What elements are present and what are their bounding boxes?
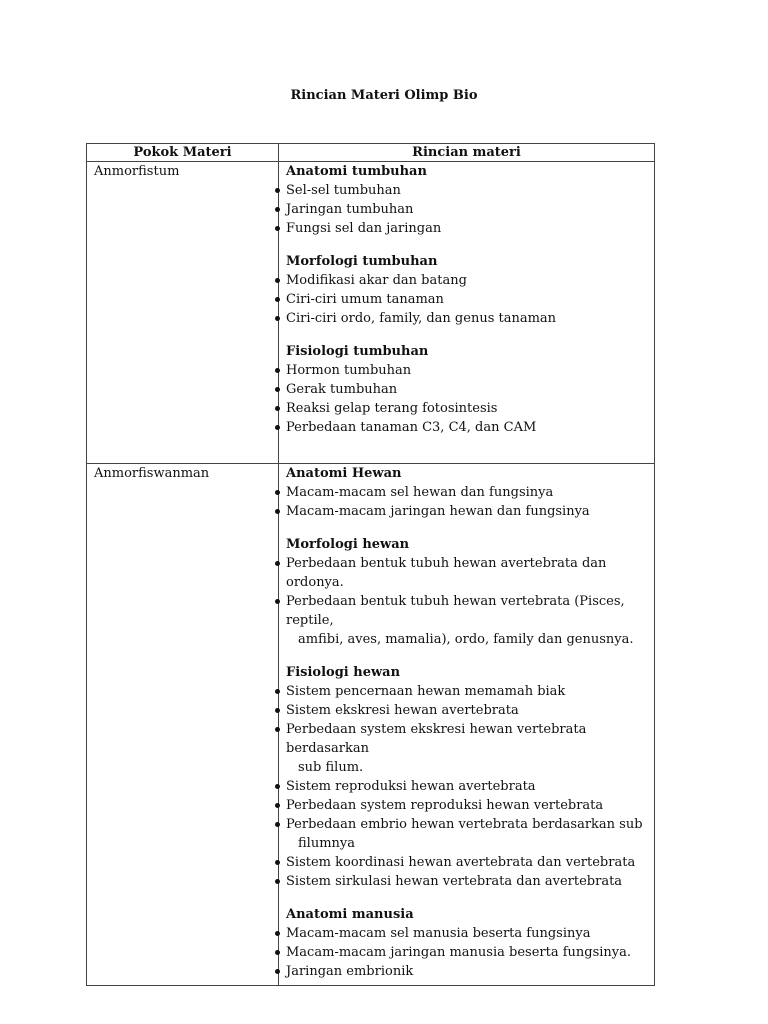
topic-heading: Anatomi manusia [286, 907, 414, 922]
pokok-materi-cell: Anmorfiswanman [87, 464, 279, 986]
bullet-icon [275, 599, 280, 604]
list-item [279, 418, 654, 437]
topic-section [279, 664, 654, 891]
bullet-icon [275, 969, 280, 974]
topic-heading: Morfologi tumbuhan [286, 254, 438, 269]
rincian-materi-cell [279, 464, 655, 986]
table-header-row [87, 144, 655, 162]
list-item [279, 924, 654, 943]
topic-section [279, 163, 654, 238]
list-item [279, 962, 654, 981]
list-item [279, 701, 654, 720]
topic-heading: Fisiologi tumbuhan [286, 344, 429, 359]
bullet-icon [275, 509, 280, 514]
list-item [279, 483, 654, 502]
topic-heading: Morfologi hewan [286, 537, 410, 552]
list-item-text: Fungsi sel dan jaringan [286, 221, 442, 236]
list-item-text: Perbedaan system reproduksi hewan vertebrata [286, 798, 604, 813]
list-item-text: Jaringan embrionik [286, 964, 414, 979]
pokok-materi-cell: Anmorfistum [87, 162, 279, 464]
list-item-text: Perbedaan embrio hewan vertebrata berdasarkan sub [286, 817, 643, 832]
list-item [279, 853, 654, 872]
list-item [279, 380, 654, 399]
list-item [279, 399, 654, 418]
topic-list [279, 924, 654, 981]
list-item [279, 271, 654, 290]
bullet-icon [275, 368, 280, 373]
list-item-text: Macam-macam jaringan manusia beserta fungsinya. [286, 945, 632, 960]
bullet-icon [275, 708, 280, 713]
topic-heading: Fisiologi hewan [286, 665, 401, 680]
bullet-icon [275, 297, 280, 302]
table-row [87, 464, 655, 986]
table-row [87, 162, 655, 464]
bullet-icon [275, 425, 280, 430]
list-item [279, 682, 654, 701]
list-item-text: Sel-sel tumbuhan [286, 183, 401, 198]
list-item-text: Jaringan tumbuhan [286, 202, 414, 217]
list-item-text: Sistem sirkulasi hewan vertebrata dan avertebrata [286, 874, 623, 889]
bullet-icon [275, 727, 280, 732]
list-item [279, 219, 654, 238]
topic-section [279, 465, 654, 521]
topic-section [279, 343, 654, 437]
topic-list [279, 361, 654, 437]
topic-heading: Anatomi Hewan [286, 466, 402, 481]
list-item [279, 309, 654, 328]
bullet-icon [275, 803, 280, 808]
list-item-text: Ciri-ciri umum tanaman [286, 292, 444, 307]
list-item-text: Gerak tumbuhan [286, 382, 398, 397]
list-item-text: Ciri-ciri ordo, family, dan genus tanaman [286, 311, 557, 326]
bullet-icon [275, 316, 280, 321]
topic-list [279, 554, 654, 649]
bullet-icon [275, 387, 280, 392]
list-item-continuation: filumnya [298, 836, 355, 851]
bullet-icon [275, 784, 280, 789]
list-item-continuation: sub filum. [298, 760, 364, 775]
list-item [279, 554, 654, 592]
list-item-text: Sistem reproduksi hewan avertebrata [286, 779, 536, 794]
topic-section [279, 906, 654, 981]
list-item [279, 720, 654, 777]
topic-section [279, 536, 654, 649]
topic-list [279, 682, 654, 891]
bullet-icon [275, 561, 280, 566]
list-item [279, 777, 654, 796]
header-pokok-materi: Pokok Materi [87, 144, 279, 162]
list-item-text: Perbedaan bentuk tubuh hewan vertebrata (Pisces, reptile, [286, 594, 625, 628]
topic-list [279, 483, 654, 521]
list-item-text: Macam-macam jaringan hewan dan fungsinya [286, 504, 590, 519]
bullet-icon [275, 226, 280, 231]
topic-section [279, 253, 654, 328]
rincian-materi-cell [279, 162, 655, 464]
bullet-icon [275, 689, 280, 694]
list-item-text: Sistem ekskresi hewan avertebrata [286, 703, 519, 718]
list-item-text: Reaksi gelap terang fotosintesis [286, 401, 498, 416]
list-item [279, 181, 654, 200]
list-item [279, 361, 654, 380]
header-rincian-materi: Rincian materi [279, 144, 655, 162]
bullet-icon [275, 207, 280, 212]
list-item-text: Perbedaan bentuk tubuh hewan avertebrata dan ordonya. [286, 556, 607, 590]
list-item-text: Macam-macam sel hewan dan fungsinya [286, 485, 554, 500]
list-item [279, 872, 654, 891]
materials-table [86, 143, 655, 986]
list-item-text: Sistem koordinasi hewan avertebrata dan vertebrata [286, 855, 636, 870]
bullet-icon [275, 490, 280, 495]
topic-list [279, 271, 654, 328]
bullet-icon [275, 950, 280, 955]
list-item-text: Sistem pencernaan hewan memamah biak [286, 684, 566, 699]
topic-heading: Anatomi tumbuhan [286, 164, 427, 179]
list-item [279, 815, 654, 853]
bullet-icon [275, 931, 280, 936]
list-item [279, 290, 654, 309]
bullet-icon [275, 879, 280, 884]
list-item [279, 943, 654, 962]
list-item-text: Perbedaan system ekskresi hewan vertebrata berdasarkan [286, 722, 587, 756]
bullet-icon [275, 278, 280, 283]
document-title: Rincian Materi Olimp Bio [290, 88, 478, 103]
list-item-text: Macam-macam sel manusia beserta fungsinya [286, 926, 591, 941]
list-item-text: Perbedaan tanaman C3, C4, dan CAM [286, 420, 537, 435]
bullet-icon [275, 188, 280, 193]
list-item-text: Hormon tumbuhan [286, 363, 412, 378]
list-item [279, 502, 654, 521]
bullet-icon [275, 860, 280, 865]
list-item-text: Modifikasi akar dan batang [286, 273, 467, 288]
list-item-continuation: amfibi, aves, mamalia), ordo, family dan genusnya. [298, 632, 634, 647]
list-item [279, 592, 654, 649]
topic-list [279, 181, 654, 238]
bullet-icon [275, 822, 280, 827]
list-item [279, 200, 654, 219]
bullet-icon [275, 406, 280, 411]
list-item [279, 796, 654, 815]
